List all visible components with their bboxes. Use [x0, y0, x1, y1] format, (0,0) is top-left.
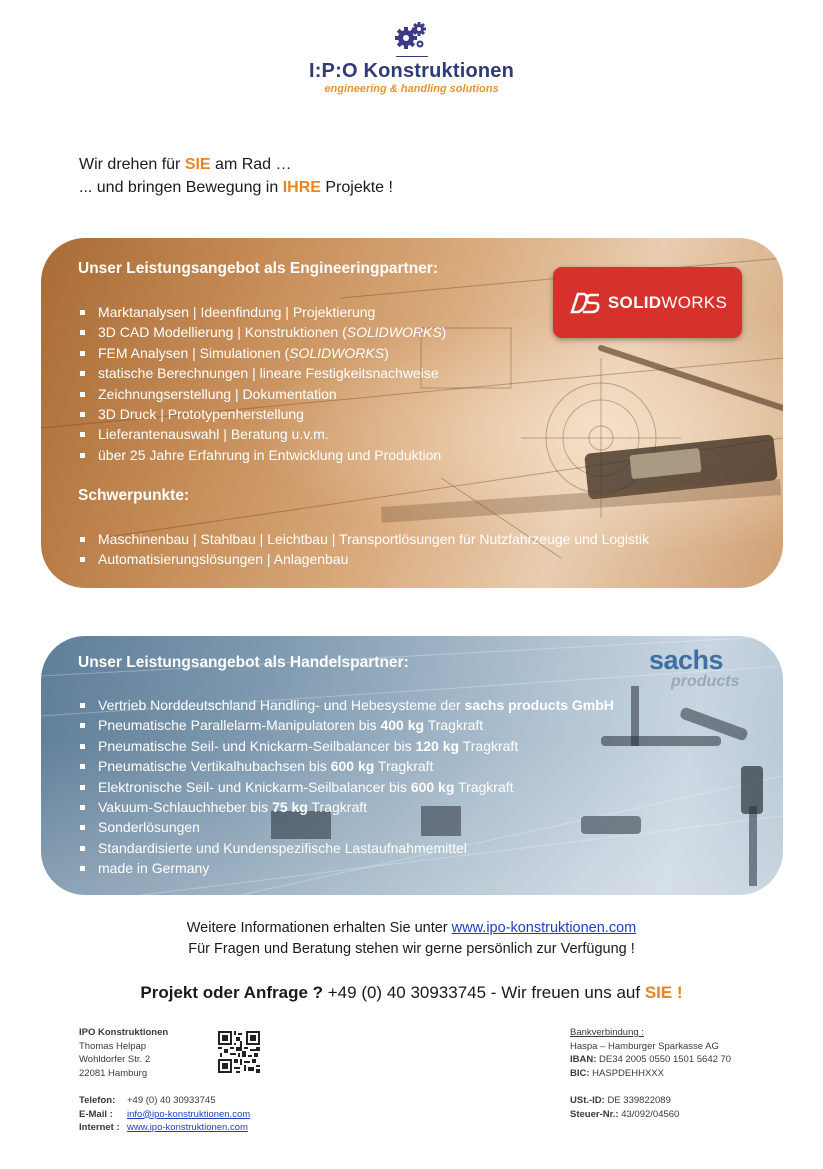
company-logo-title: I:P:O Konstruktionen [308, 60, 515, 82]
list-item: FEM Analysen | Simulationen (SOLIDWORKS) [78, 343, 446, 363]
solidworks-logo [553, 267, 742, 338]
footer-company: IPO Konstruktionen [79, 1027, 169, 1038]
list-item: über 25 Jahre Erfahrung in Entwicklung und Produktion [78, 445, 446, 465]
list-item: Zeichnungserstellung | Dokumentation [78, 384, 446, 404]
footer-address [79, 1026, 168, 1080]
intro-text: am Rad … [210, 156, 292, 173]
cta-phone: +49 (0) 40 30933745 - Wir freuen uns auf [323, 983, 645, 1002]
focus-list [78, 529, 649, 570]
engineering-panel [41, 238, 783, 588]
phone-value: +49 (0) 40 30933745 [127, 1095, 216, 1106]
engineering-list [78, 302, 446, 465]
website-link[interactable]: www.ipo-konstruktionen.com [451, 920, 637, 936]
tax-label: Steuer-Nr.: [570, 1108, 619, 1120]
web-label: Internet : [79, 1122, 120, 1134]
bank-heading: Bankverbindung : [570, 1027, 644, 1038]
focus-heading: Schwerpunkte: [78, 487, 190, 504]
gears-logo-icon [393, 20, 429, 52]
trade-list [78, 695, 614, 879]
list-item: Vertrieb Norddeutschland Handling- und Hebesysteme der sachs products GmbH [78, 695, 614, 715]
bic-value: HASPDEHHXXX [592, 1067, 664, 1079]
footer-city: 22081 Hamburg [79, 1067, 148, 1079]
tax-row [570, 1108, 679, 1122]
qr-code-icon [218, 1031, 260, 1073]
list-item: Automatisierungslösungen | Anlagenbau [78, 549, 649, 569]
sachs-wordmark: sachs [649, 645, 724, 675]
info-line-2: Für Fragen und Beratung stehen wir gerne persönlich zur Verfügung ! [188, 941, 635, 957]
list-item: Pneumatische Parallelarm-Manipulatoren bis 400 kg Tragkraft [78, 715, 614, 735]
ust-value: DE 339822089 [607, 1095, 671, 1106]
intro-highlight: IHRE [282, 179, 321, 196]
list-item: Vakuum-Schlauchheber bis 75 kg Tragkraft [78, 797, 614, 817]
info-text: Weitere Informationen erhalten Sie unter [186, 920, 452, 936]
tax-value: 43/092/04560 [621, 1108, 680, 1120]
footer-phone-row [79, 1094, 250, 1108]
intro-highlight: SIE [184, 156, 211, 173]
list-item: Pneumatische Seil- und Knickarm-Seilbalancer bis 120 kg Tragkraft [78, 736, 614, 756]
bic-label: BIC: [570, 1067, 590, 1079]
bank-name: Haspa – Hamburger Sparkasse AG [570, 1040, 719, 1052]
logo-divider [396, 56, 428, 57]
list-item: Sonderlösungen [78, 817, 614, 837]
ust-label: USt.-ID: [570, 1095, 605, 1106]
phone-label: Telefon: [79, 1095, 116, 1106]
web-link[interactable]: www.ipo-konstruktionen.com [127, 1122, 248, 1134]
list-item: Elektronische Seil- und Knickarm-Seilbalancer bis 600 kg Tragkraft [78, 777, 614, 797]
list-item: Pneumatische Vertikalhubachsen bis 600 kg Tragkraft [78, 756, 614, 776]
list-item: 3D Druck | Prototypenherstellung [78, 404, 446, 424]
call-to-action [0, 983, 823, 1003]
iban-label: IBAN: [570, 1054, 597, 1066]
bic-row [570, 1067, 731, 1081]
intro-line-1 [79, 156, 292, 174]
footer-tax [570, 1094, 679, 1121]
sachs-products-sub: products [671, 673, 740, 690]
list-item: Lieferantenauswahl | Beratung u.v.m. [78, 424, 446, 444]
sachs-products-logo [649, 646, 759, 690]
email-label: E-Mail : [79, 1108, 113, 1120]
cta-highlight: SIE ! [644, 983, 683, 1002]
footer-bank [570, 1026, 731, 1080]
solidworks-wordmark: SOLIDWORKS [607, 292, 728, 312]
footer-contact [79, 1094, 250, 1135]
email-link[interactable]: info@ipo-konstruktionen.com [127, 1108, 251, 1120]
intro-text: Wir drehen für [79, 156, 185, 173]
ust-row [570, 1094, 679, 1108]
intro-line-2 [79, 179, 393, 197]
list-item: Maschinenbau | Stahlbau | Leichtbau | Transportlösungen für Nutzfahrzeuge und Logistik [78, 529, 649, 549]
list-item: made in Germany [78, 858, 614, 878]
cta-bold: Projekt oder Anfrage ? [140, 983, 324, 1002]
list-item: statische Berechnungen | lineare Festigkeitsnachweise [78, 363, 446, 383]
trade-heading: Unser Leistungsangebot als Handelspartner: [78, 654, 409, 671]
trade-panel [41, 636, 783, 895]
engineering-heading: Unser Leistungsangebot als Engineeringpartner: [78, 260, 439, 277]
footer-person: Thomas Helpap [79, 1040, 147, 1052]
footer-web-row [79, 1121, 250, 1135]
intro-text: Projekte ! [320, 179, 393, 196]
company-logo-subtitle: engineering & handling solutions [324, 83, 499, 95]
list-item: 3D CAD Modellierung | Konstruktionen (SOLIDWORKS) [78, 322, 446, 342]
list-item: Standardisierte und Kundenspezifische Lastaufnahmemittel [78, 838, 614, 858]
list-item: Marktanalysen | Ideenfindung | Projektierung [78, 302, 446, 322]
iban-row [570, 1053, 731, 1067]
footer-street: Wohldorfer Str. 2 [79, 1054, 151, 1066]
iban-value: DE34 2005 0550 1501 5642 70 [599, 1054, 732, 1066]
footer-email-row [79, 1108, 250, 1122]
info-line-1 [0, 920, 823, 936]
ds-logo-icon [568, 290, 602, 316]
intro-text: ... und bringen Bewegung in [79, 179, 283, 196]
